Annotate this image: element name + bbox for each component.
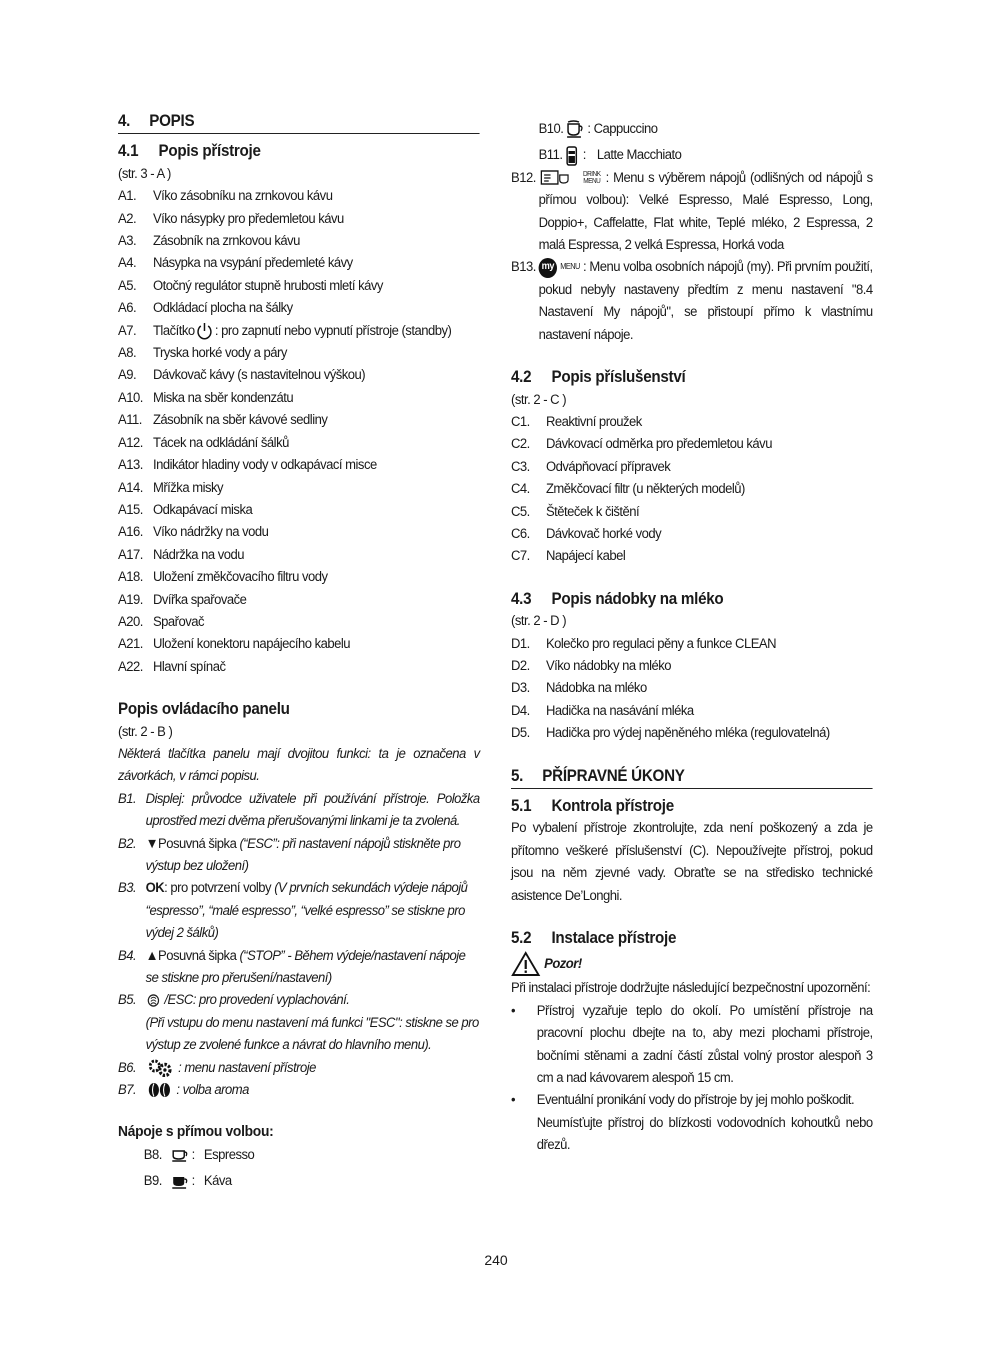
section-4-3-heading: 4.3 Popis nádobky na mléko bbox=[511, 589, 724, 608]
item-text: Kolečko pro regulaci pěny a funkce CLEAN bbox=[545, 635, 777, 652]
list-item: B5. /ESC: pro provedení vyplachování. (Při vstupu do menu nastavení má funkci "ESC": stiskne se pro výstup ze zvolené funkce a návrat do hlavního menu). bbox=[118, 992, 479, 1054]
item-key: D4. bbox=[511, 702, 530, 719]
item-text: Napájecí kabel bbox=[545, 548, 626, 565]
item-text: Miska na sběr kondenzátu bbox=[152, 389, 294, 406]
item-key: D1. bbox=[511, 635, 530, 652]
list-item bbox=[511, 411, 873, 433]
list-item: B6. : menu nastavení přístroje bbox=[118, 1059, 316, 1076]
latte-glass-icon bbox=[562, 144, 580, 166]
warning-triangle-icon bbox=[511, 951, 540, 977]
list-item bbox=[118, 432, 480, 454]
item-text: Uložení konektoru napájecího kabelu bbox=[152, 636, 351, 653]
parts-list-a bbox=[118, 185, 480, 678]
item-key: A11. bbox=[118, 412, 142, 429]
item-key: C4. bbox=[511, 481, 530, 498]
list-item bbox=[118, 454, 480, 476]
list-item: B3. OK: pro potvrzení volby (V prvních sekundách výdeje nápojů “espresso”, “malé espresso”, “velké espresso” se stiskne pro výdej 2 šálků) bbox=[118, 880, 468, 942]
direct-drinks-heading: Nápoje s přímou volbou: bbox=[118, 1123, 274, 1141]
item-text: Hadička pro výdej napěněného mléka (regulovatelná) bbox=[545, 725, 830, 742]
item-key: C2. bbox=[511, 436, 530, 453]
coffee-cup-icon bbox=[170, 1170, 192, 1192]
page-number: 240 bbox=[484, 1252, 508, 1268]
item-key: A17. bbox=[118, 546, 143, 563]
item-key: A5. bbox=[118, 277, 137, 294]
item-text: Odkapávací miska bbox=[152, 501, 253, 518]
item-key: A2. bbox=[118, 210, 137, 227]
list-item bbox=[511, 633, 873, 655]
list-item bbox=[511, 545, 873, 567]
item-text: Nádržka na vodu bbox=[152, 546, 245, 563]
rinse-icon bbox=[146, 992, 165, 1008]
panel-intro: Některá tlačítka panelu mají dvojitou funkci: ta je označena v závorkách, v rámci popisu. bbox=[118, 745, 480, 785]
item-text: Víko zásobníku na zrnkovou kávu bbox=[152, 188, 333, 205]
list-item bbox=[118, 544, 480, 566]
item-key: A15. bbox=[118, 501, 143, 518]
item-text: Víko nádobky na mléko bbox=[545, 657, 672, 674]
ok-label: OK bbox=[145, 880, 165, 897]
control-panel-heading: Popis ovládacího panelu bbox=[118, 700, 290, 719]
item-key: A18. bbox=[118, 569, 143, 586]
list-item bbox=[118, 611, 480, 633]
section-number: 4. bbox=[118, 112, 131, 130]
list-item bbox=[118, 230, 480, 252]
section-number: 4.1 bbox=[118, 142, 139, 161]
item-text: Spařovač bbox=[152, 613, 205, 630]
arrow-down-icon: ▼ bbox=[145, 835, 159, 852]
list-item bbox=[118, 320, 480, 342]
list-item bbox=[118, 633, 480, 655]
list-item: B4. ▲Posuvná šipka (“STOP” - Během výdeje/nastavení nápoje se stiskne pro přerušení/nastavení) bbox=[118, 947, 466, 987]
list-item bbox=[118, 499, 480, 521]
item-text: Víko nádržky na vodu bbox=[152, 524, 269, 541]
list-item: • Přístroj vyzařuje teplo do okolí. Po umístění přístroje na pracovní plochu dbejte na to, aby mezi plochami přístroje, bočními stěnami a zadní částí zůstal volný prostor alespoň 3 cm a nad kávovarem alespoň 15 cm. bbox=[511, 1002, 873, 1087]
item-key: A1. bbox=[118, 188, 137, 205]
paragraph: Po vybalení přístroje zkontrolujte, zda není poškozený a zda je přítomno veškeré příslušenství (C). Nepoužívejte přístroj, pokud jsou na něm zjevné vady. Obraťte se na středisko technické asistence De’Longhi. bbox=[511, 820, 873, 904]
item-key: A19. bbox=[118, 591, 143, 608]
item-text: Změkčovací filtr (u některých modelů) bbox=[545, 481, 745, 498]
item-text: Víko násypky pro předemletou kávu bbox=[152, 210, 344, 227]
item-text: Nádobka na mléko bbox=[545, 680, 647, 697]
item-key: A22. bbox=[118, 658, 143, 675]
item-key: A16. bbox=[118, 524, 143, 541]
drink-menu-label: DRINK MENU bbox=[583, 171, 601, 186]
item-text: Dávkovač horké vody bbox=[545, 525, 662, 542]
item-text: Uložení změkčovacího filtru vody bbox=[152, 569, 328, 586]
drink-menu-icon bbox=[539, 170, 578, 186]
list-item bbox=[118, 566, 480, 588]
list-item: B2. ▼Posuvná šipka (“ESC”: při nastavení nápojů stiskněte pro výstup bez uložení) bbox=[118, 835, 461, 874]
list-item bbox=[118, 275, 480, 297]
list-item: B11. : Latte Macchiato bbox=[511, 144, 873, 166]
item-key: A9. bbox=[118, 367, 137, 384]
list-item bbox=[511, 655, 873, 677]
item-text: Násypka na vsypání předemleté kávy bbox=[152, 255, 353, 272]
settings-gears-icon bbox=[146, 1060, 179, 1076]
list-item bbox=[511, 501, 873, 523]
section-5-2-heading: 5.2 Instalace přístroje bbox=[511, 929, 677, 948]
item-key: C7. bbox=[511, 548, 530, 565]
item-key: C6. bbox=[511, 525, 530, 542]
item-text: Dvířka spařovače bbox=[152, 591, 247, 608]
list-item: B8. : Espresso bbox=[118, 1144, 480, 1166]
milk-container-list bbox=[511, 633, 873, 745]
coffee-bean-icon bbox=[146, 1082, 177, 1098]
arrow-up-icon: ▲ bbox=[145, 947, 159, 964]
item-key: D5. bbox=[511, 725, 530, 742]
section-4-1-heading bbox=[118, 140, 480, 162]
item-text: Reaktivní proužek bbox=[545, 413, 642, 430]
item-key: A14. bbox=[118, 479, 143, 496]
item-text: Indikátor hladiny vody v odkapávací misce bbox=[152, 457, 377, 474]
item-key: C3. bbox=[511, 458, 530, 475]
item-text: Tryska horké vody a páry bbox=[152, 345, 287, 362]
list-item: • Eventuální pronikání vody do přístroje by jej mohlo poškodit. bbox=[511, 1092, 855, 1109]
list-item bbox=[118, 656, 480, 678]
power-icon bbox=[195, 323, 215, 339]
list-item bbox=[118, 185, 480, 207]
my-menu-icon: my bbox=[539, 258, 557, 278]
item-key: A4. bbox=[118, 255, 137, 272]
paragraph: Při instalaci přístroje dodržujte následující bezpečnostní upozornění: bbox=[511, 980, 871, 997]
item-key: A12. bbox=[118, 434, 143, 451]
list-item bbox=[511, 523, 873, 545]
list-item bbox=[511, 433, 873, 455]
list-item bbox=[118, 342, 480, 364]
list-item bbox=[511, 722, 873, 744]
item-text: Štěteček k čištění bbox=[545, 503, 640, 520]
list-item bbox=[118, 208, 480, 230]
item-text: Hlavní spínač bbox=[152, 658, 226, 675]
list-item bbox=[118, 387, 480, 409]
list-item: B12. DRINK MENU : Menu s výběrem nápojů (odlišných od nápojů s přímou volbou): Velké Espresso, Malé Espresso, Long, Doppio+, Caffelatte, Flat white, Teplé mléko, 2 Espressa, 2 malá Espressa, 2 velká Espressa, Horká voda bbox=[511, 169, 873, 254]
section-4-2-heading: 4.2 Popis příslušenství bbox=[511, 368, 686, 387]
list-item bbox=[118, 589, 480, 611]
item-key: C1. bbox=[511, 413, 530, 430]
item-key: A13. bbox=[118, 457, 143, 474]
list-item bbox=[118, 477, 480, 499]
list-item bbox=[511, 677, 873, 699]
section-5-1-heading: 5.1 Kontrola přístroje bbox=[511, 797, 674, 816]
list-item: B10. : Cappuccino bbox=[511, 118, 873, 140]
item-text: Dávkovací odměrka pro předemletou kávu bbox=[545, 436, 772, 453]
list-item: B13. my MENU : Menu volba osobních nápojů (my). Při prvním použití, pokud nebyly nastaveny předtím z menu nastavení "8.4 Nastavení My nápojů", se přistoupí přímo k vlastnímu nastavení nápoje. bbox=[511, 259, 873, 343]
list-item bbox=[511, 456, 873, 478]
figure-reference: (str. 3 - A ) bbox=[118, 165, 171, 182]
item-key: D2. bbox=[511, 657, 530, 674]
item-text: Odvápňovací přípravek bbox=[545, 458, 671, 475]
item-key: D3. bbox=[511, 680, 530, 697]
my-menu-label: MENU bbox=[560, 262, 580, 272]
item-text: Tlačítko : pro zapnutí nebo vypnutí přístroje (standby) bbox=[152, 322, 452, 339]
list-item bbox=[118, 521, 480, 543]
item-text: Odkládací plocha na šálky bbox=[152, 300, 293, 317]
item-text: Zásobník na zrnkovou kávu bbox=[152, 233, 300, 250]
figure-reference: (str. 2 - D ) bbox=[511, 613, 567, 630]
warning-heading: Pozor! bbox=[511, 951, 873, 977]
section-title: Popis přístroje bbox=[158, 142, 261, 161]
cappuccino-cup-icon bbox=[563, 118, 587, 140]
item-key: A3. bbox=[118, 233, 137, 250]
figure-reference: (str. 2 - B ) bbox=[118, 723, 173, 740]
item-text: Mřížka misky bbox=[152, 479, 224, 496]
list-item bbox=[511, 700, 873, 722]
item-key: C5. bbox=[511, 503, 530, 520]
item-key: A6. bbox=[118, 300, 137, 317]
list-item: B1. Displej: průvodce uživatele při používání přístroje. Položka uprostřed mezi dvěma přerušovanými linkami je ta zvolená. bbox=[118, 790, 480, 830]
list-item: B7. : volba aroma bbox=[118, 1082, 249, 1099]
item-key: A20. bbox=[118, 613, 143, 630]
list-item bbox=[118, 252, 480, 274]
left-column bbox=[118, 110, 482, 1193]
list-item bbox=[118, 297, 480, 319]
item-key: A7. bbox=[118, 322, 137, 339]
paragraph: Neumísťujte přístroj do blízkosti vodovodních kohoutků nebo dřezů. bbox=[536, 1114, 873, 1154]
item-key: A10. bbox=[118, 389, 143, 406]
list-item: B9. : Káva bbox=[118, 1170, 480, 1192]
list-item bbox=[118, 409, 480, 431]
item-key: A21. bbox=[118, 636, 143, 653]
item-text: Tácek na odkládání šálků bbox=[152, 434, 289, 451]
item-text: Otočný regulátor stupně hrubosti mletí kávy bbox=[152, 277, 383, 294]
accessories-list bbox=[511, 411, 873, 568]
section-4-heading bbox=[118, 110, 480, 134]
section-title: POPIS bbox=[149, 112, 195, 130]
list-item bbox=[118, 364, 480, 386]
item-text: Hadička na nasávání mléka bbox=[545, 702, 694, 719]
item-key: A8. bbox=[118, 345, 137, 362]
right-column bbox=[511, 118, 875, 1157]
section-5-heading: 5. PŘÍPRAVNÉ ÚKONY bbox=[511, 765, 873, 789]
item-text: Dávkovač kávy (s nastavitelnou výškou) bbox=[152, 367, 366, 384]
list-item bbox=[511, 478, 873, 500]
espresso-cup-icon bbox=[170, 1144, 192, 1166]
figure-reference: (str. 2 - C ) bbox=[511, 391, 567, 408]
item-text: Zásobník na sběr kávové sedliny bbox=[152, 412, 328, 429]
